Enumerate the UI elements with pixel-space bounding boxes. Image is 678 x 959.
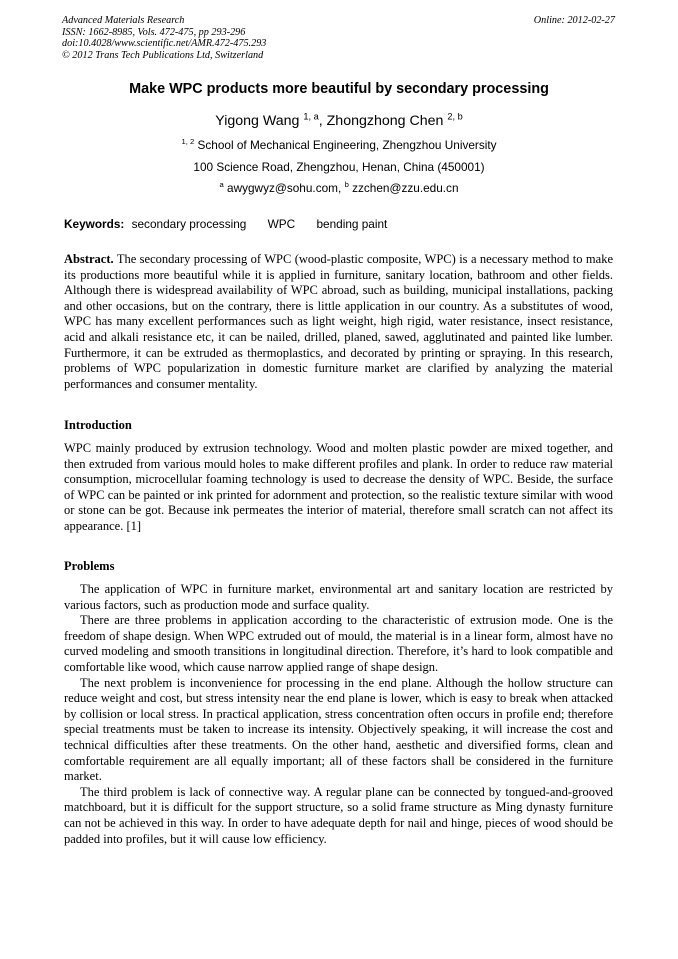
problems-paragraph: The application of WPC in furniture market, environmental art and sanitary location are restricted by various factors, such as production mode and surface quality. [64,582,613,612]
keywords-label: Keywords: [64,217,125,231]
journal-name: Advanced Materials Research [62,15,185,26]
introduction-section [64,441,613,535]
affiliation-superscript: 1, 2 [181,137,195,147]
keywords-line [64,217,387,231]
affiliation-address: 100 Science Road, Zhengzhou, Henan, China (450001) [193,160,485,174]
email-a: awygwyz@sohu.com, [227,181,342,195]
email-line [0,181,678,195]
author-name: Yigong Wang [215,113,300,129]
problems-paragraph: There are three problems in application according to the characteristic of extrusion mode. One is the freedom of shape design. When WPC extruded out of mould, the material is in a linear form, almost have no curved modeling and smooth transitions in longitudinal direction. Therefore, it’s hard to look compatible and comfortable like wood, which cause narrow applied range of shape design. [64,613,613,674]
email-superscript: a [219,180,224,190]
author-name: Zhongzhong Chen [326,113,444,129]
problems-paragraph: The third problem is lack of connective way. A regular plane can be connected by tongued-and-grooved matchboard, but it is difficult for the support structure, so a solid frame structure as Ming dynasty furniture can not be achieved in this way. In order to have adequate depth for nail and hinge, pieces of wood should be padded into profiles, but it will cause low efficiency. [64,784,613,846]
problems-heading: Problems [64,559,115,573]
affiliation-school [0,138,678,152]
introduction-text: WPC mainly produced by extrusion technology. Wood and molten plastic powder are mixed together, and then extruded from various mould holes to make different profiles and plank. In order to reduce raw material consumption, microcellular foaming technology is used to decrease the density of WPC. Beside, the surface of WPC can be painted or ink printed for adornment and protection, so the realistic texture similar with wood or stone can be got. Because ink permeates the interior of material, therefore small scratch can not affect its appearance. [1] [64,441,613,533]
abstract-text: The secondary processing of WPC (wood-plastic composite, WPC) is a necessary method to make its productions more beautiful while it is applied in furniture, sanitary location, bathroom and other fields. Although there is widespread availability of WPC abroad, such as building, municipal installations, packing and other occasions, but on the contrary, there is little application in our country. As a substitutes of wood, WPC has many excellent performances such as light weight, high rigid, water resistance, insect resistance, acid and alkali resistance etc, it can be nailed, drilled, planed, sawed, agglutinated and painted like lumber. Furthermore, it can be extruded as thermoplastics, and decorated by printing or spraying. In this research, problems of WPC popularization in domestic furniture market are clarified by analyzing the material performances and consumer mentality. [64,252,613,391]
journal-header [62,15,615,61]
abstract-section [64,252,613,392]
copyright-line: © 2012 Trans Tech Publications Ltd, Switzerland [62,49,264,61]
problems-section [64,582,613,847]
introduction-heading: Introduction [64,418,132,432]
paper-title: Make WPC products more beautiful by secondary processing [129,81,549,97]
keyword: WPC [267,217,296,231]
issn-line: ISSN: 1662-8985, Vols. 472-475, pp 293-296 [62,26,246,38]
author-separator: , [318,113,327,129]
online-date: Online: 2012-02-27 [533,15,615,26]
author-line [0,113,678,129]
keyword: bending paint [316,217,388,231]
email-b: zzchen@zzu.edu.cn [352,181,459,195]
doi-line: doi:10.4028/www.scientific.net/AMR.472-475.293 [62,38,267,49]
author-superscript: 1, a [303,111,319,122]
school-name: School of Mechanical Engineering, Zhengzhou University [197,138,497,152]
problems-paragraph: The next problem is inconvenience for processing in the end plane. Although the hollow structure can reduce weight and cost, but stress intensity near the end plane is lower, which is easy to break when attacked by collision or local stress. In practical application, stress concentration often occurs in profile end; therefore special treatments must be taken to increase its intensity. Objectively speaking, it will increase the cost and technical difficulties after these treatments. On the other hand, aesthetic and diversified forms, clean and comfortable requirement are all equally important; all of these factors shall be considered in the furniture market. [64,675,613,784]
author-superscript: 2, b [447,111,463,122]
keyword: secondary processing [131,217,247,231]
email-superscript: b [344,180,349,190]
abstract-label: Abstract. [64,252,114,266]
